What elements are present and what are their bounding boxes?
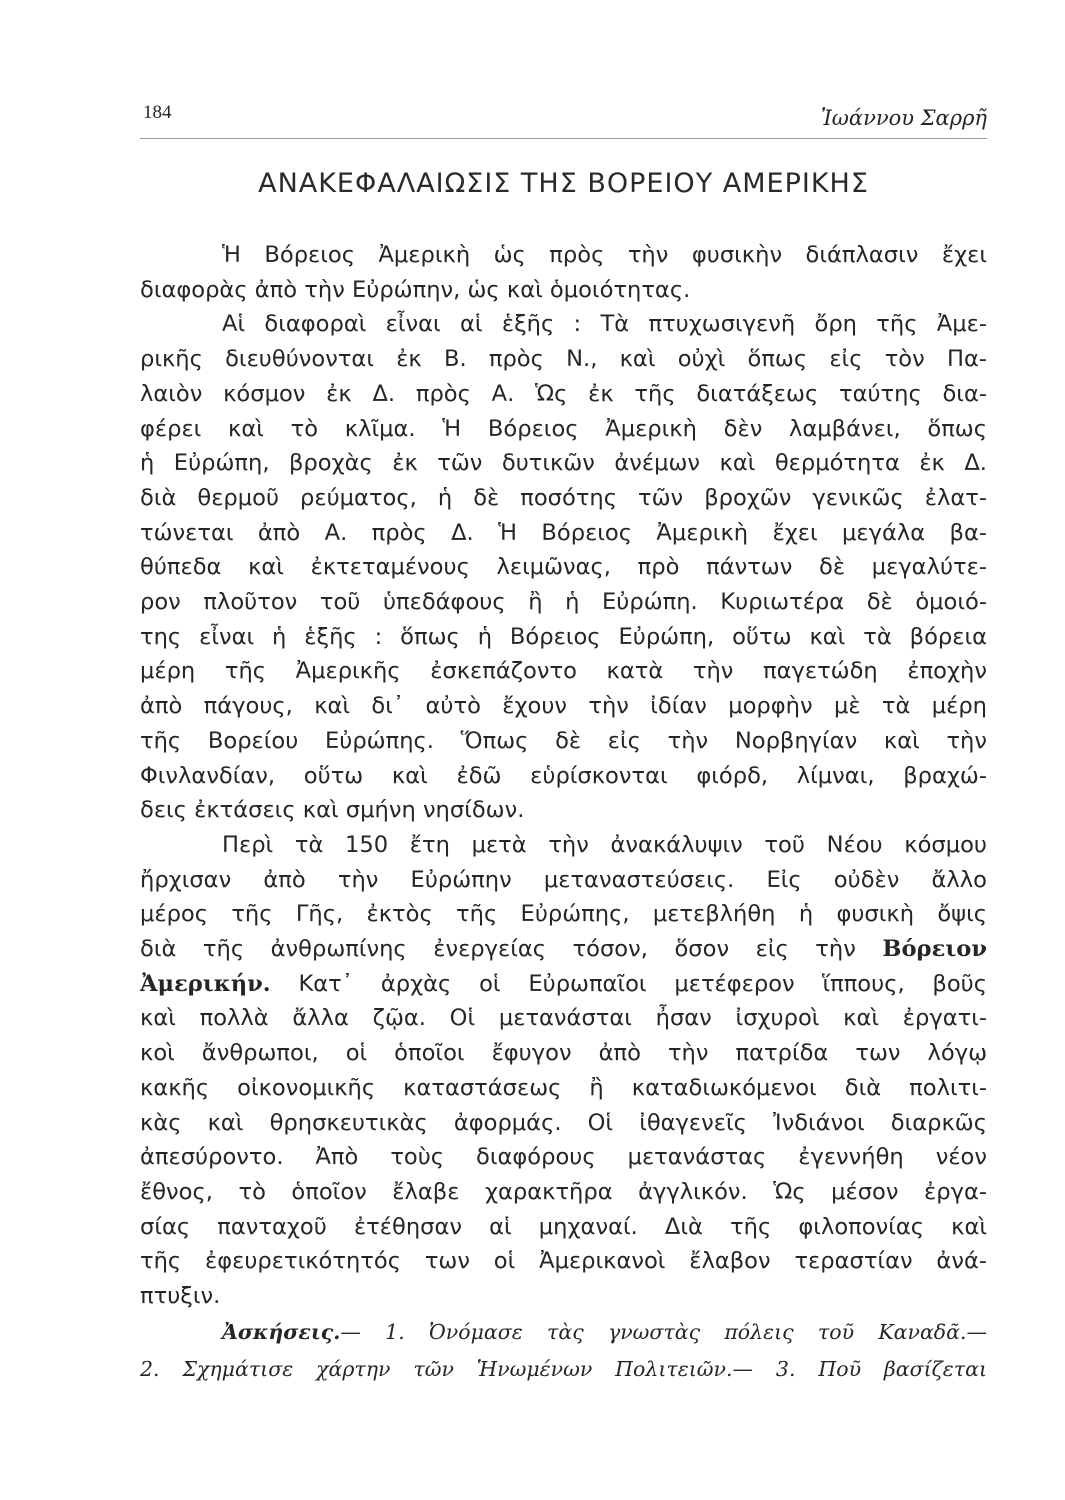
text-line: διὰ θερμοῦ ρεύματος, ἡ δὲ ποσότης τῶν βροχῶν γενικῶς ἐλατ- <box>140 484 987 511</box>
text-line: ἔθνος, τὸ ὁποῖον ἔλαβε χαρακτῆρα ἀγγλικόν. Ὡς μέσον ἐργα- <box>140 1178 987 1205</box>
text-line: Περὶ τὰ 150 ἔτη μετὰ τὴν ἀνακάλυψιν τοῦ Νέου κόσμου <box>222 831 987 858</box>
text-line: μέρος τῆς Γῆς, ἐκτὸς τῆς Εὐρώπης, μετεβλήθη ἡ φυσικὴ ὄψις <box>140 901 987 928</box>
text-line: καὶ πολλὰ ἄλλα ζῷα. Οἱ μετανάσται ἦσαν ἰσχυροὶ καὶ ἐργατι- <box>140 1005 987 1032</box>
text-line: Αἱ διαφοραὶ εἶναι αἱ ἑξῆς : Τὰ πτυχωσιγενῆ ὄρη τῆς Ἀμε- <box>222 311 987 338</box>
text-line: τῆς Βορείου Εὐρώπης. Ὅπως δὲ εἰς τὴν Νορβηγίαν καὶ τὴν <box>140 727 987 754</box>
text-line: ρικῆς διευθύνονται ἐκ Β. πρὸς Ν., καὶ οὐχὶ ὅπως εἰς τὸν Πα- <box>140 346 987 373</box>
body-text <box>140 238 987 1314</box>
text-line: θύπεδα καὶ ἐκτεταμένους λειμῶνας, πρὸ πάντων δὲ μεγαλύτε- <box>140 554 987 581</box>
text-line: Φινλανδίαν, οὕτω καὶ ἐδῶ εὑρίσκονται φιόρδ, λίμναι, βραχώ- <box>140 762 987 789</box>
text-line: Ἡ Βόρειος Ἀμερικὴ ὡς πρὸς τὴν φυσικὴν διάπλασιν ἔχει <box>222 242 987 268</box>
page-number: 184 <box>143 102 172 123</box>
exercises-line <box>140 1314 987 1351</box>
text-line: φέρει καὶ τὸ κλῖμα. Ἡ Βόρειος Ἀμερικὴ δὲν λαμβάνει, ὅπως <box>140 415 987 442</box>
text-line: πτυξιν. <box>140 1283 221 1310</box>
exercises-label: Ἀσκήσεις. <box>222 1320 341 1344</box>
text-line: τώνεται ἀπὸ Α. πρὸς Δ. Ἡ Βόρειος Ἀμερικὴ ἔχει μεγάλα βα- <box>140 519 987 546</box>
text-segment: διὰ τῆς ἀνθρωπίνης ἐνεργείας τόσον, ὅσον εἰς τὴν <box>140 936 856 963</box>
running-head: Ἰωάννου Σαρρῆ <box>820 106 987 130</box>
text-line: ἀπὸ πάγους, καὶ δι᾽ αὐτὸ ἔχουν τὴν ἰδίαν μορφὴν μὲ τὰ μέρη <box>140 693 987 720</box>
text-line: σίας πανταχοῦ ἐτέθησαν αἱ μηχαναί. Διὰ τῆς φιλοπονίας καὶ <box>140 1213 987 1240</box>
text-line: κὰς καὶ θρησκευτικὰς ἀφορμάς. Οἱ ἰθαγενεῖς Ἰνδιάνοι διαρκῶς <box>140 1109 987 1136</box>
exercises-section <box>140 1314 987 1388</box>
text-line: δεις ἐκτάσεις καὶ σμήνη νησίδων. <box>140 797 525 824</box>
section-title: ΑΝΑΚΕΦΑΛΑΙΩΣΙΣ ΤΗΣ ΒΟΡΕΙΟΥ ΑΜΕΡΙΚΗΣ <box>258 168 869 199</box>
text-line: κακῆς οἰκονομικῆς καταστάσεως ἢ καταδιωκόμενοι διὰ πολιτι- <box>140 1074 987 1101</box>
text-line: ρον πλοῦτον τοῦ ὑπεδάφους ἢ ἡ Εὐρώπη. Κυριωτέρα δὲ ὁμοιό- <box>140 589 987 616</box>
text-line: λαιὸν κόσμον ἐκ Δ. πρὸς Α. Ὡς ἐκ τῆς διατάξεως ταύτης δια- <box>140 380 987 407</box>
text-segment: Κατ᾽ ἀρχὰς οἱ Εὐρωπαῖοι μετέφερον ἵππους, βοῦς <box>298 970 987 997</box>
text-line: κοὶ ἄνθρωποι, οἱ ὁποῖοι ἔφυγον ἀπὸ τὴν πατρίδα των λόγῳ <box>140 1040 987 1067</box>
exercise-text: — 1. Ὀνόμασε τὰς γνωστὰς πόλεις τοῦ Καναδᾶ.— <box>340 1320 987 1344</box>
text-line: ἡ Εὐρώπη, βροχὰς ἐκ τῶν δυτικῶν ἀνέμων καὶ θερμότητα ἐκ Δ. <box>140 450 987 477</box>
text-line: της εἶναι ἡ ἑξῆς : ὅπως ἡ Βόρειος Εὐρώπη, οὕτω καὶ τὰ βόρεια <box>140 623 987 650</box>
text-line: τῆς ἐφευρετικότητός των οἱ Ἀμερικανοὶ ἔλαβον τεραστίαν ἀνά- <box>140 1248 987 1275</box>
text-line: ἤρχισαν ἀπὸ τὴν Εὐρώπην μεταναστεύσεις. Εἰς οὐδὲν ἄλλο <box>140 866 987 893</box>
page-header <box>140 98 987 139</box>
exercises-line: 2. Σχημάτισε χάρτην τῶν Ἡνωμένων Πολιτειῶν.— 3. Ποῦ βασίζεται <box>140 1357 987 1381</box>
text-line: ἀπεσύροντο. Ἀπὸ τοὺς διαφόρους μετανάστας ἐγεννήθη νέον <box>140 1144 987 1171</box>
text-line <box>140 967 987 1002</box>
text-line: διαφορὰς ἀπὸ τὴν Εὐρώπην, ὡς καὶ ὁμοιότητας. <box>140 276 691 303</box>
text-line <box>140 932 987 967</box>
text-line: μέρη τῆς Ἀμερικῆς ἐσκεπάζοντο κατὰ τὴν παγετώδη ἐποχὴν <box>140 658 987 685</box>
emphasis-term: Βόρειον <box>882 936 987 963</box>
emphasis-term: Ἀμερικήν. <box>140 970 271 997</box>
